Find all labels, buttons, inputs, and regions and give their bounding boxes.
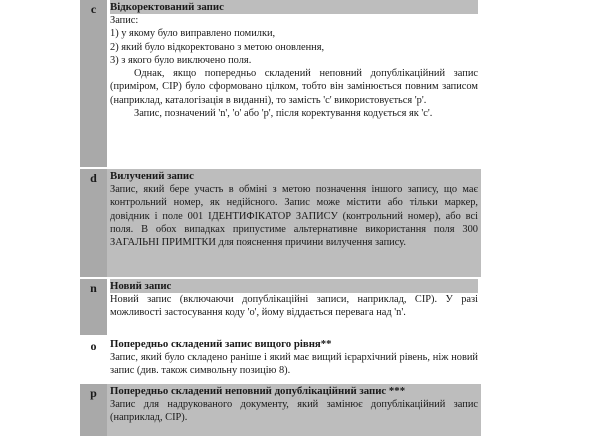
table-row-d — [80, 169, 481, 277]
row-content — [107, 384, 481, 436]
row-code: n — [80, 279, 107, 335]
row-heading: Попередньо складений запис вищого рівня** — [110, 338, 332, 350]
row-content — [107, 337, 481, 382]
row-heading: Вилучений запис — [110, 170, 194, 182]
row-code: o — [90, 339, 97, 353]
row-code: d — [80, 169, 107, 277]
row-heading: Попередньо складений неповний допублікаційний запис *** — [110, 385, 406, 397]
content-line: 3) з якого було виключено поля. — [110, 54, 252, 66]
row-content — [107, 169, 481, 277]
content-paragraph: Запис, який бере участь в обміні з метою позначення іншого запису, що має контрольний номер, як недійсного. Запис може містити або тільки маркер, довідник і поле 001 ІДЕНТИФІКАТОР ЗАПИСУ (контрольний номер), або всі поля. В обох випадках припустиме альтернативне використання поля 300 ЗАГАЛЬНІ ПРИМІТКИ для пояснення причини вилучення запису. — [110, 184, 478, 249]
row-heading: Відкоректований запис — [110, 0, 478, 14]
content-paragraph: Запис, який було складено раніше і який має вищий ієрархічний рівень, ніж новий запис (див. також символьну позицію 8). — [110, 352, 478, 377]
row-content — [107, 0, 481, 167]
content-paragraph: Новий запис (включаючи допублікаційні записи, наприклад, CIP). У разі можливості застосування коду 'o', йому віддається перевага над 'n'. — [110, 294, 478, 319]
row-content — [107, 279, 481, 335]
table-row-p — [80, 384, 481, 436]
record-status-table — [80, 0, 481, 436]
content-paragraph: Однак, якщо попередньо складений неповний допублікаційний запис (приміром, CIP) було сформовано цілком, тобто він замінюється повним записом (наприклад, каталогізація в виданні), то замість 'c' використовується 'p'. — [110, 68, 478, 106]
content-line: Запис: — [110, 15, 139, 26]
content-line: 1) у якому було виправлено помилки, — [110, 28, 276, 40]
row-heading: Новий запис — [110, 279, 478, 293]
row-code: c — [80, 0, 107, 167]
table-row-c — [80, 0, 481, 167]
content-line: 2) який було відкоректовано з метою оновлення, — [110, 41, 325, 53]
content-paragraph: Запис для надрукованого документу, який замінює допублікаційний запис (наприклад, CIP). — [110, 399, 478, 424]
table-row-n — [80, 279, 481, 335]
row-code: p — [80, 384, 107, 436]
table-row-o — [80, 337, 481, 382]
content-paragraph: Запис, позначений 'n', 'o' або 'p', після коректування кодується як 'c'. — [134, 108, 433, 120]
